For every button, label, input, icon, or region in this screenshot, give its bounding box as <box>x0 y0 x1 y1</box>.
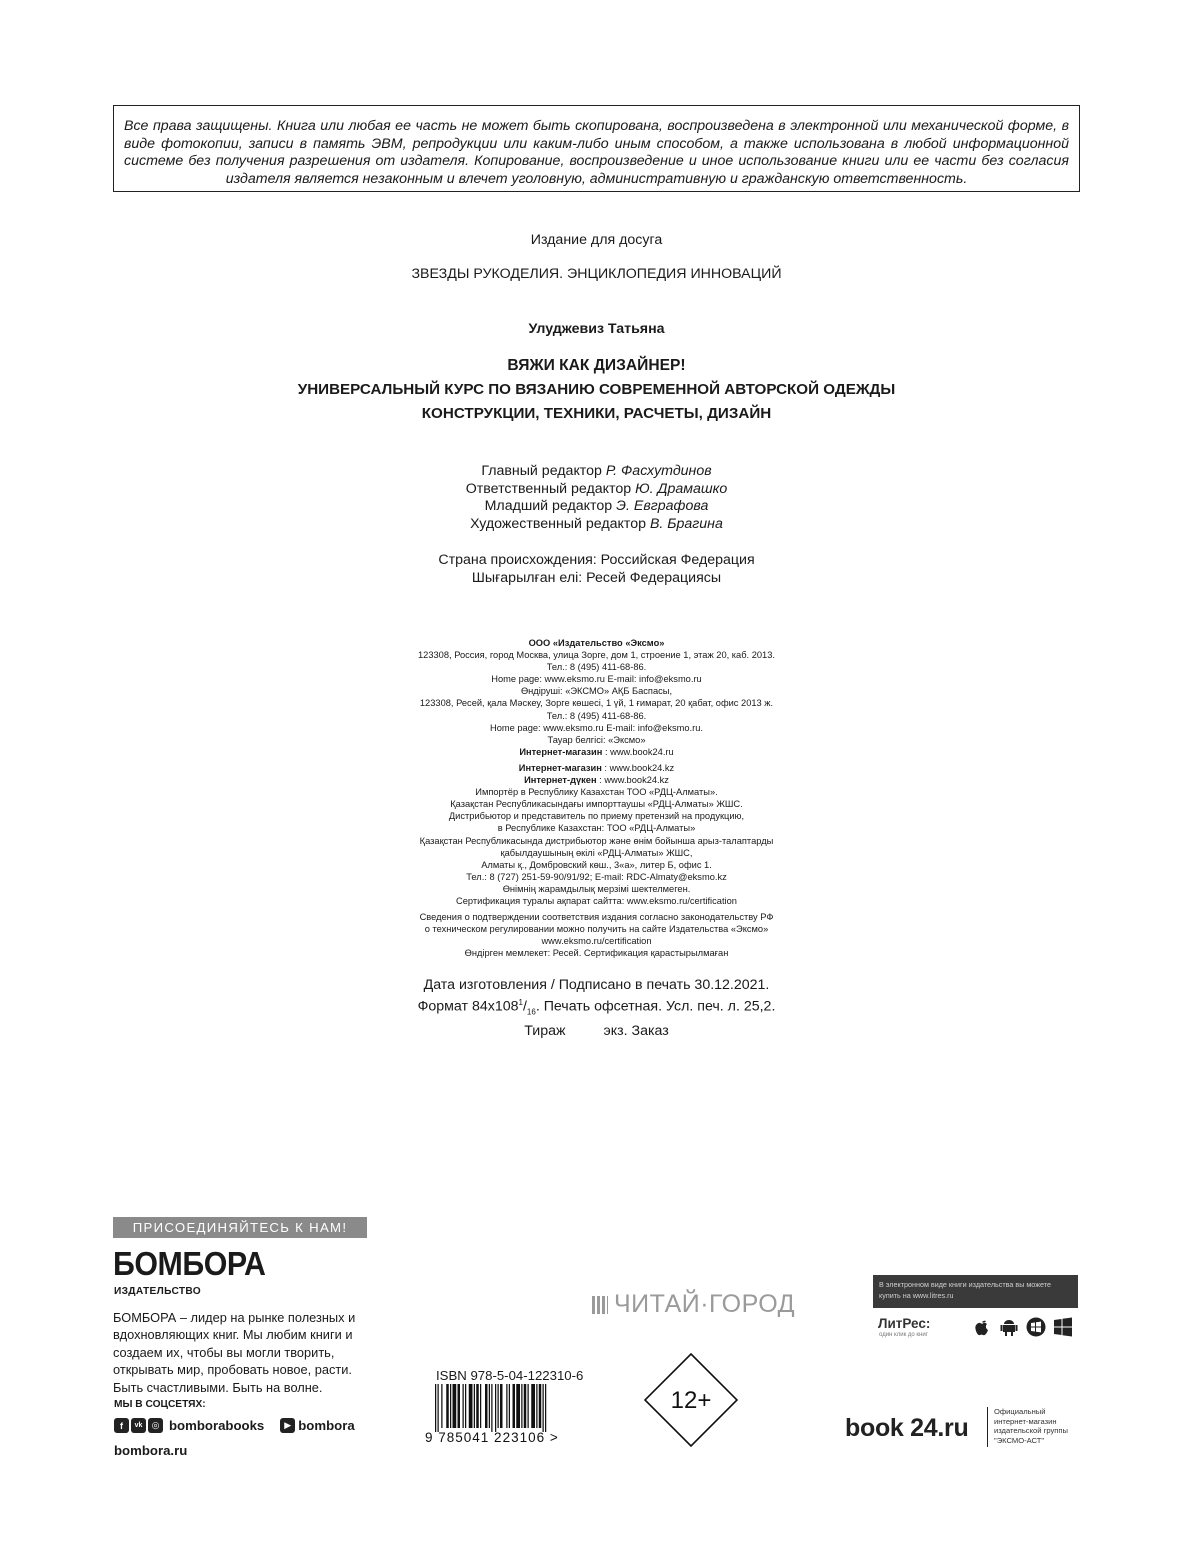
windows-icon <box>1053 1317 1073 1337</box>
origin-block <box>300 552 893 587</box>
litres-logo: ЛитРес: <box>878 1316 931 1331</box>
barcode-bar <box>506 1384 507 1428</box>
social-links <box>114 1418 355 1433</box>
barcode-bar <box>498 1384 499 1428</box>
barcode-bar <box>528 1384 529 1428</box>
book-subtitle-1: УНИВЕРСАЛЬНЫЙ КУРС ПО ВЯЗАНИЮ СОВРЕМЕННОЙ АВТОРСКОЙ ОДЕЖДЫ <box>297 381 896 398</box>
apple-icon <box>972 1317 992 1337</box>
android-icon <box>999 1317 1019 1337</box>
book-subtitle-2: КОНСТРУКЦИИ, ТЕХНИКИ, РАСЧЕТЫ, ДИЗАЙН <box>421 405 772 422</box>
litres-tagline: один клик до книг <box>879 1332 928 1338</box>
barcode-bar <box>435 1384 436 1432</box>
publisher-name: ООО «Издательство «Эксмо» <box>528 638 665 648</box>
author-name: Улуджевиз Татьяна <box>528 321 665 337</box>
join-banner: ПРИСОЕДИНЯЙТЕСЬ К НАМ! <box>113 1217 367 1238</box>
social-handle: bomborabooks <box>169 1418 265 1433</box>
barcode-bar <box>500 1384 503 1428</box>
barcode-bar <box>438 1384 439 1432</box>
barcode-bar <box>476 1384 479 1428</box>
barcode-bar <box>441 1384 442 1428</box>
editor-line: Художественный редактор В. Брагина <box>470 515 723 532</box>
imprint-block: ООО «Издательство «Эксмо» 123308, Россия, город Москва, улица Зорге, дом 1, строение 1, этаж 20, каб. 2013. Тел.: 8 (495) 411-68-86. Home page: www.eksmo.ru E-mail: info@eksmo.ru Өндіруші: «ЭКСМО» АҚБ Баспасы, 123308, Ресей, қала Мәскеу, Зорге көшесі, 1 үй, 1 ғимарат, 20 қабат, офис 2013 ж. Тел.: 8 (495) 411-68-86. Home page: www.eksmo.ru E-mail: info@eksmo.ru. Тауар белгісі: «Эксмо» Интернет-магазин : www.book24.ru Интернет-магазин : www.book24.kz Интернет-дүкен : www.book24.kz Импортёр в Республику Казахстан ТОО «РДЦ-Алматы». Қазақстан Республикасындағы импорттаушы «РДЦ-Алматы» ЖШС. Дистрибьютор и представитель по приему претензий на продукцию, в Республике Казахстан: ТОО «РДЦ-Алматы» Қазақстан Республикасында дистрибьютор және өнім бойынша арыз-талаптарды қабылдаушының өкілі «РДЦ-Алматы» ЖШС, Алматы қ., Домбровский көш., 3«а», литер Б, офис 1. Тел.: 8 (727) 251-59-90/91/92; E-mail: RDC-Almaty@eksmo.kz Өнімнің жарамдылық мерзімі шектелмеген. Сертификация туралы ақпарат сайтта: www.eksmo.ru/certification Сведения о подтверждении соответствия издания согласно законодательству РФ о техническом регулировании можно получить на сайте Издательства «Эксмо» www.eksmo.ru/certification Өндірген мемлекет: Ресей. Сертификация қарастырылмаған <box>300 637 893 959</box>
barcode-bar <box>495 1384 496 1432</box>
print-info <box>300 976 893 1041</box>
print-run: Тираж экз. Заказ <box>524 1023 669 1040</box>
book-title: ВЯЖИ КАК ДИЗАЙНЕР! <box>507 357 686 374</box>
barcode-bar <box>450 1384 451 1428</box>
print-date: Дата изготовления / Подписано в печать 30.12.2021. <box>423 977 770 993</box>
social-handle-2: bombora <box>298 1418 355 1433</box>
age-rating-badge <box>643 1352 739 1448</box>
editor-line: Младший редактор Э. Евграфова <box>484 498 709 515</box>
shop-kz: Интернет-магазин : www.book24.kz <box>518 762 675 773</box>
barcode-bar <box>524 1384 527 1428</box>
series-name: ЗВЕЗДЫ РУКОДЕЛИЯ. ЭНЦИКЛОПЕДИЯ ИННОВАЦИЙ <box>411 266 782 282</box>
barcode-bar <box>463 1384 464 1428</box>
barcode-bar <box>480 1384 481 1428</box>
barcode-bar <box>516 1384 520 1428</box>
barcode-bar <box>521 1384 522 1428</box>
vk-icon: vk <box>131 1418 146 1433</box>
barcode-bar <box>446 1384 449 1428</box>
shop-kz2: Интернет-дүкен : www.book24.kz <box>524 775 669 786</box>
editor-line: Главный редактор Р. Фасхутдинов <box>481 463 712 479</box>
edition-type: Издание для досуга <box>530 232 663 248</box>
print-format: Формат $84x108^1/_{16}$. Печать офсетная. Усл. печ. л. 25,2. <box>417 998 776 1017</box>
barcode-bar <box>489 1384 490 1428</box>
chitai-gorod-mark-icon <box>592 1296 608 1314</box>
chitai-gorod-logo: ЧИТАЙ·ГОРОД <box>592 1290 795 1319</box>
barcode-bar <box>536 1384 537 1428</box>
facebook-icon: f <box>114 1418 129 1433</box>
editor-line: Ответственный редактор Ю. Драмашко <box>465 480 728 497</box>
origin-ru: Страна происхождения: Российская Федерация <box>438 552 755 568</box>
editors-list <box>300 463 893 533</box>
barcode-bar <box>453 1384 457 1428</box>
litres-banner: В электронном виде книги издательства вы можете купить на www.litres.ru <box>873 1275 1078 1308</box>
barcode-bar <box>513 1384 516 1428</box>
barcode-bar <box>465 1384 466 1428</box>
instagram-icon: ◎ <box>148 1418 163 1433</box>
barcode-bar <box>458 1384 461 1428</box>
origin-kz: Шығарылған елі: Ресей Федерациясы <box>471 569 722 586</box>
bombora-description: БОМБОРА – лидер на рынке полезных и вдохновляющих книг. Мы любим книги и создаем их, чтобы вы могли творить, открывать мир, пробовать новое, расти. Быть счастливыми. Быть на волне. <box>113 1310 356 1395</box>
social-heading: МЫ В СОЦСЕТЯХ: <box>114 1399 206 1410</box>
barcode <box>425 1384 600 1444</box>
barcode-digits: 9 785041 223106 > <box>425 1430 559 1444</box>
book24-divider <box>987 1407 988 1447</box>
barcode-bar <box>531 1384 535 1428</box>
isbn-label: ISBN 978-5-04-122310-6 <box>436 1368 584 1383</box>
bombora-site: bombora.ru <box>114 1443 188 1458</box>
bombora-logo-subtitle: ИЗДАТЕЛЬСТВО <box>114 1286 201 1297</box>
platform-icons <box>972 1317 1073 1337</box>
barcode-bar <box>469 1384 473 1428</box>
barcode-bar <box>543 1384 544 1432</box>
book24-note: Официальный интернет-магазин издательской группы "ЭКСМО-АСТ" <box>994 1407 1068 1445</box>
barcode-bar <box>539 1384 542 1428</box>
book24-logo: book 24.ru <box>845 1414 969 1442</box>
barcode-bar <box>474 1384 475 1428</box>
barcode-bar <box>509 1384 510 1428</box>
age-rating-text: 12+ <box>670 1387 712 1414</box>
barcode-bar <box>545 1384 546 1432</box>
barcode-bar <box>491 1384 492 1432</box>
windows-phone-icon <box>1026 1317 1046 1337</box>
rights-notice: Все права защищены. Книга или любая ее часть не может быть скопирована, воспроизведена в электронной или механической форме, в виде фотокопии, записи в память ЭВМ, репродукции или каким-либо иным способом, а также использована в любой информационной системе без получения разрешения от издателя. Копирование, воспроизведение и иное использование книги или ее части без согласия издателя является незаконным и влечет уголовную, административную и гражданскую ответственность. <box>113 105 1080 192</box>
bombora-logo: БОМБОРА <box>113 1245 266 1282</box>
youtube-icon: ▶ <box>280 1418 295 1433</box>
shop-ru: Интернет-магазин : www.book24.ru <box>519 746 674 757</box>
barcode-bar <box>485 1384 488 1428</box>
